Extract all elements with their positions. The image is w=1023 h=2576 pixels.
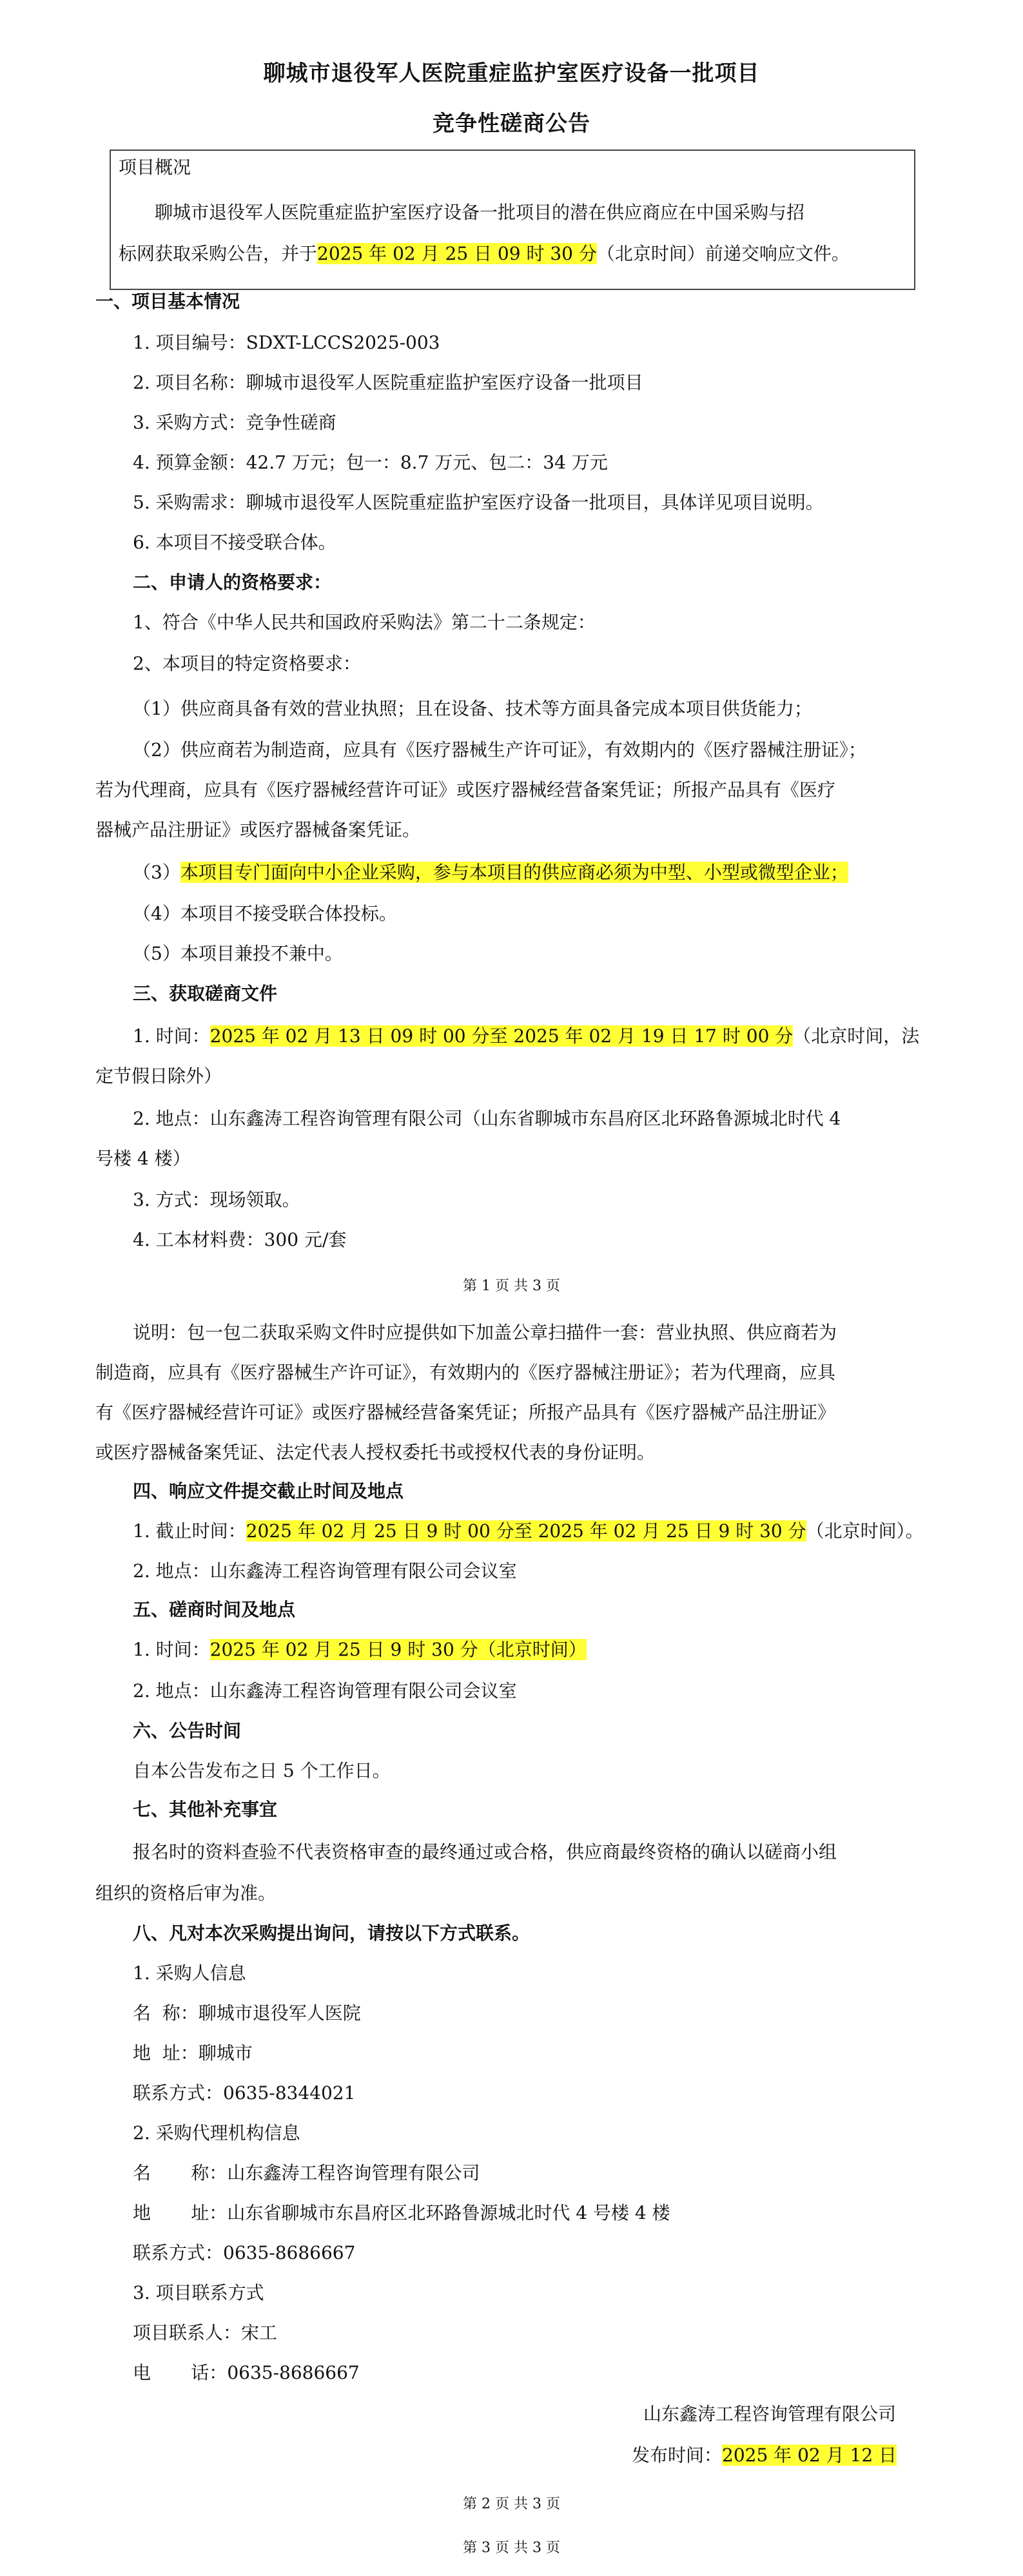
page-footer-2: 第 2 页 共 3 页 — [463, 2496, 560, 2512]
buyer-phone: 联系方式：0635-8344021 — [133, 2082, 356, 2104]
s1-item-3: 3. 采购方式：竞争性磋商 — [133, 412, 336, 433]
section-7-heading: 七、其他补充事宜 — [133, 1799, 278, 1820]
project-contact-person: 项目联系人：宋工 — [133, 2322, 278, 2343]
s3-method: 3. 方式：现场领取。 — [133, 1189, 300, 1210]
note-line4: 或医疗器械备案凭证、法定代表人授权委托书或授权代表的身份证明。 — [95, 1442, 656, 1463]
s2-req-1: （1）供应商具备有效的营业执照；且在设备、技术等方面具备完成本项目供货能力； — [133, 698, 812, 719]
s6-text: 自本公告发布之日 5 个工作日。 — [133, 1760, 391, 1781]
s3-time-line1: 1. 时间：2025 年 02 月 13 日 09 时 00 分至 2025 年 02 月 19 日 17 时 00 分（北京时间，法 — [133, 1025, 920, 1047]
s7-text-line2: 组织的资格后审为准。 — [95, 1883, 277, 1904]
s3-fee: 4. 工本材料费：300 元/套 — [133, 1229, 347, 1250]
s3-place-line1: 2. 地点：山东鑫涛工程咨询管理有限公司（山东省聊城市东昌府区北环路鲁源城北时代 4 — [133, 1108, 841, 1129]
note-line1: 说明：包一包二获取采购文件时应提供如下加盖公章扫描件一套：营业执照、供应商若为 — [133, 1322, 837, 1343]
page-footer-3: 第 3 页 共 3 页 — [463, 2540, 560, 2556]
submission-time-highlight: 2025 年 02 月 25 日 9 时 00 分至 2025 年 02 月 25 日 9 时 30 分 — [246, 1520, 806, 1542]
s1-item-5: 5. 采购需求：聊城市退役军人医院重症监护室医疗设备一批项目，具体详见项目说明。 — [133, 492, 824, 513]
signature-company: 山东鑫涛工程咨询管理有限公司 — [643, 2403, 897, 2425]
agent-phone: 联系方式：0635-8686667 — [133, 2242, 356, 2263]
s1-item-2: 2. 项目名称：聊城市退役军人医院重症监护室医疗设备一批项目 — [133, 372, 643, 393]
note-line2: 制造商，应具有《医疗器械生产许可证》，有效期内的《医疗器械注册证》；若为代理商，应具 — [95, 1362, 836, 1383]
section-5-heading: 五、磋商时间及地点 — [133, 1599, 296, 1620]
document-subtitle: 竞争性磋商公告 — [433, 111, 590, 137]
buyer-name: 名 称：聊城市退役军人医院 — [133, 2002, 361, 2024]
s1-item-6: 6. 本项目不接受联合体。 — [133, 532, 336, 553]
s2-req-3: （3）本项目专门面向中小企业采购，参与本项目的供应商必须为中型、小型或微型企业； — [133, 862, 848, 883]
section-3-heading: 三、获取磋商文件 — [133, 983, 278, 1004]
agent-info-title: 2. 采购代理机构信息 — [133, 2122, 300, 2144]
buyer-info-title: 1. 采购人信息 — [133, 1962, 246, 1984]
section-6-heading: 六、公告时间 — [133, 1720, 242, 1741]
overview-text-line2: 标网获取采购公告，并于2025 年 02 月 25 日 09 时 30 分（北京时间）前递交响应文件。 — [119, 243, 850, 264]
acquisition-time-highlight: 2025 年 02 月 13 日 09 时 00 分至 2025 年 02 月 19 日 17 时 00 分 — [209, 1025, 794, 1047]
s2-item-2: 2、本项目的特定资格要求： — [133, 653, 361, 674]
page-footer-1: 第 1 页 共 3 页 — [463, 1278, 560, 1294]
deadline-highlight: 2025 年 02 月 25 日 09 时 30 分 — [317, 243, 597, 264]
agent-address: 地 址：山东省聊城市东昌府区北环路鲁源城北时代 4 号楼 4 楼 — [133, 2202, 670, 2223]
note-line3: 有《医疗器械经营许可证》或医疗器械经营备案凭证；所报产品具有《医疗器械产品注册证》 — [95, 1402, 836, 1423]
section-4-heading: 四、响应文件提交截止时间及地点 — [133, 1480, 404, 1502]
s1-item-1: 1. 项目编号：SDXT-LCCS2025-003 — [133, 332, 440, 353]
s1-item-4: 4. 预算金额：42.7 万元；包一：8.7 万元、包二：34 万元 — [133, 452, 608, 473]
project-contact-title: 3. 项目联系方式 — [133, 2282, 264, 2303]
s4-time: 1. 截止时间：2025 年 02 月 25 日 9 时 00 分至 2025 年 02 月 25 日 9 时 30 分（北京时间）。 — [133, 1520, 924, 1542]
consultation-time-highlight: 2025 年 02 月 25 日 9 时 30 分（北京时间） — [209, 1639, 587, 1660]
s2-req-2-line3: 器械产品注册证》或医疗器械备案凭证。 — [95, 819, 421, 840]
s3-time-line2: 定节假日除外） — [95, 1065, 222, 1087]
section-8-heading: 八、凡对本次采购提出询问，请按以下方式联系。 — [133, 1922, 531, 1944]
overview-text-line1: 聊城市退役军人医院重症监护室医疗设备一批项目的潜在供应商应在中国采购与招 — [155, 202, 805, 223]
section-1-heading: 一、项目基本情况 — [95, 291, 240, 312]
agent-name: 名 称：山东鑫涛工程咨询管理有限公司 — [133, 2162, 480, 2184]
s5-place: 2. 地点：山东鑫涛工程咨询管理有限公司会议室 — [133, 1680, 517, 1701]
s2-req-5: （5）本项目兼投不兼中。 — [133, 943, 343, 964]
section-2-heading: 二、申请人的资格要求： — [133, 572, 332, 593]
sme-highlight: 本项目专门面向中小企业采购，参与本项目的供应商必须为中型、小型或微型企业； — [180, 862, 848, 883]
publish-date: 发布时间：2025 年 02 月 12 日 — [632, 2445, 897, 2466]
s2-req-4: （4）本项目不接受联合体投标。 — [133, 903, 397, 924]
s2-req-2-line1: （2）供应商若为制造商，应具有《医疗器械生产许可证》，有效期内的《医疗器械注册证》； — [133, 739, 866, 760]
s4-place: 2. 地点：山东鑫涛工程咨询管理有限公司会议室 — [133, 1560, 517, 1582]
document-title: 聊城市退役军人医院重症监护室医疗设备一批项目 — [263, 61, 760, 86]
publish-date-highlight: 2025 年 02 月 12 日 — [722, 2445, 897, 2466]
overview-label: 项目概况 — [119, 157, 191, 178]
s3-place-line2: 号楼 4 楼） — [95, 1148, 191, 1169]
project-contact-phone: 电 话：0635-8686667 — [133, 2362, 360, 2383]
s2-req-2-line2: 若为代理商，应具有《医疗器械经营许可证》或医疗器械经营备案凭证；所报产品具有《医疗 — [95, 779, 836, 800]
s5-time: 1. 时间：2025 年 02 月 25 日 9 时 30 分（北京时间） — [133, 1639, 587, 1660]
s2-item-1: 1、符合《中华人民共和国政府采购法》第二十二条规定： — [133, 612, 596, 633]
s7-text-line1: 报名时的资料查验不代表资格审查的最终通过或合格，供应商最终资格的确认以磋商小组 — [133, 1841, 837, 1863]
buyer-address: 地 址：聊城市 — [133, 2042, 253, 2064]
